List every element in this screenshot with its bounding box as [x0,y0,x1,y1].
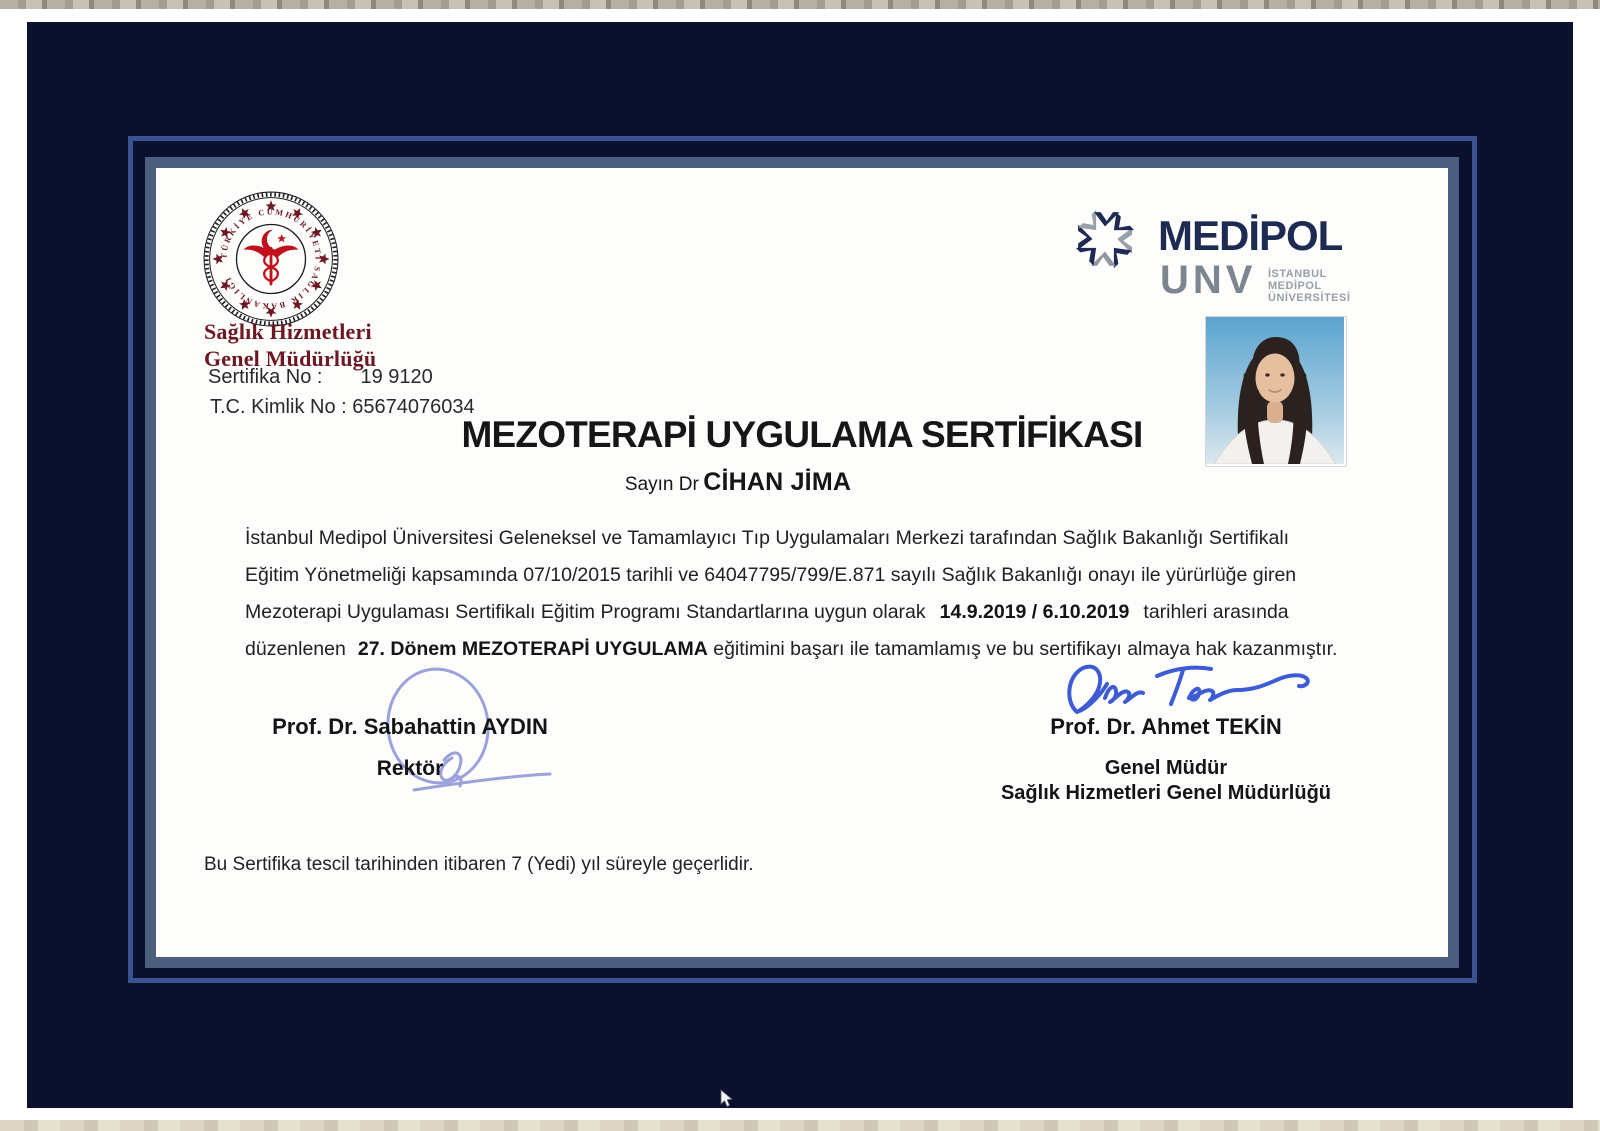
seal-round-text: TÜRKİYE CUMHURİYETİ SAĞLIK BAKANLIĞI [219,207,323,311]
signatory-right-name: Prof. Dr. Ahmet TEKİN [1050,714,1282,739]
body-line-3 [245,594,1337,631]
recipient-name: CİHAN JİMA [703,468,852,496]
certificate-number-label: Sertifika No : [208,366,323,388]
national-id-label: T.C. Kimlik No : [210,396,347,418]
medipol-university-name [1268,268,1350,304]
scanner-edge-strip-top [0,0,1600,9]
body-line-3-dates: 14.9.2019 / 6.10.2019 [939,601,1130,623]
ministry-org-name [204,318,376,372]
signatory-right [986,714,1346,806]
recipient-prefix: Sayın Dr [624,474,699,495]
body-paragraph [245,520,1337,668]
signatory-left-name: Prof. Dr. Sabahattin AYDIN [272,714,548,739]
ministry-of-health-seal-icon [198,188,344,330]
certificate-number-row [208,366,433,389]
signatory-left-title: Rektör [376,757,444,780]
signatory-left [230,714,590,781]
medipol-side-line: MEDİPOL [1268,280,1322,292]
validity-note: Bu Sertifika tescil tarihinden itibaren 7 (Yedi) yıl süreyle geçerlidir. [204,854,754,875]
body-line-4-text: düzenlenen [245,638,346,660]
body-line-3-text: Mezoterapi Uygulaması Sertifikalı Eğitim Programı Standartlarına uygun olarak [245,601,926,623]
body-line-3-tail: tarihleri arasında [1143,601,1289,623]
crescent-star-caduceus-icon [244,230,299,286]
medipol-wordmark: MEDİPOL [1158,212,1343,259]
medipol-unv-wordmark: UNV [1160,258,1257,302]
medipol-side-line: İSTANBUL [1268,268,1327,280]
medipol-side-line: ÜNİVERSİTESİ [1268,292,1351,304]
scanner-edge-strip-bottom [0,1120,1600,1131]
signatory-right-title-2: Sağlık Hizmetleri Genel Müdürlüğü [1000,782,1332,804]
body-line-4 [245,631,1337,668]
medipol-pinwheel-icon [1066,200,1144,278]
recipient-line [92,468,1384,497]
body-line-4-tail: eğitimini başarı ile tamamlamış ve bu sertifikayı almaya hak kazanmıştır. [713,638,1338,660]
body-line-1: İstanbul Medipol Üniversitesi Geleneksel ve Tamamlayıcı Tıp Uygulamaları Merkezi tarafından Sağlık Bakanlığı Sertifikalı [245,527,1290,549]
mouse-cursor-icon [720,1089,734,1108]
signatory-right-title-1: Genel Müdür [1104,757,1228,779]
body-line-2: Eğitim Yönetmeliği kapsamında 07/10/2015 tarihli ve 64047795/799/E.871 sayılı Sağlık Bakanlığı onayı ile yürürlüğe giren [245,564,1297,586]
body-line-4-program: 27. Dönem MEZOTERAPİ UYGULAMA [357,638,708,660]
certificate-number-value: 19 9120 [360,366,433,388]
certificate-title: MEZOTERAPİ UYGULAMA SERTİFİKASI [461,414,1143,455]
national-id-value: 65674076034 [352,396,475,418]
certificate [156,168,1448,957]
ministry-org-line2: Genel Müdürlüğü [204,346,377,371]
ministry-org-line1: Sağlık Hizmetleri [204,319,372,344]
signatory-right-titles [986,756,1346,806]
